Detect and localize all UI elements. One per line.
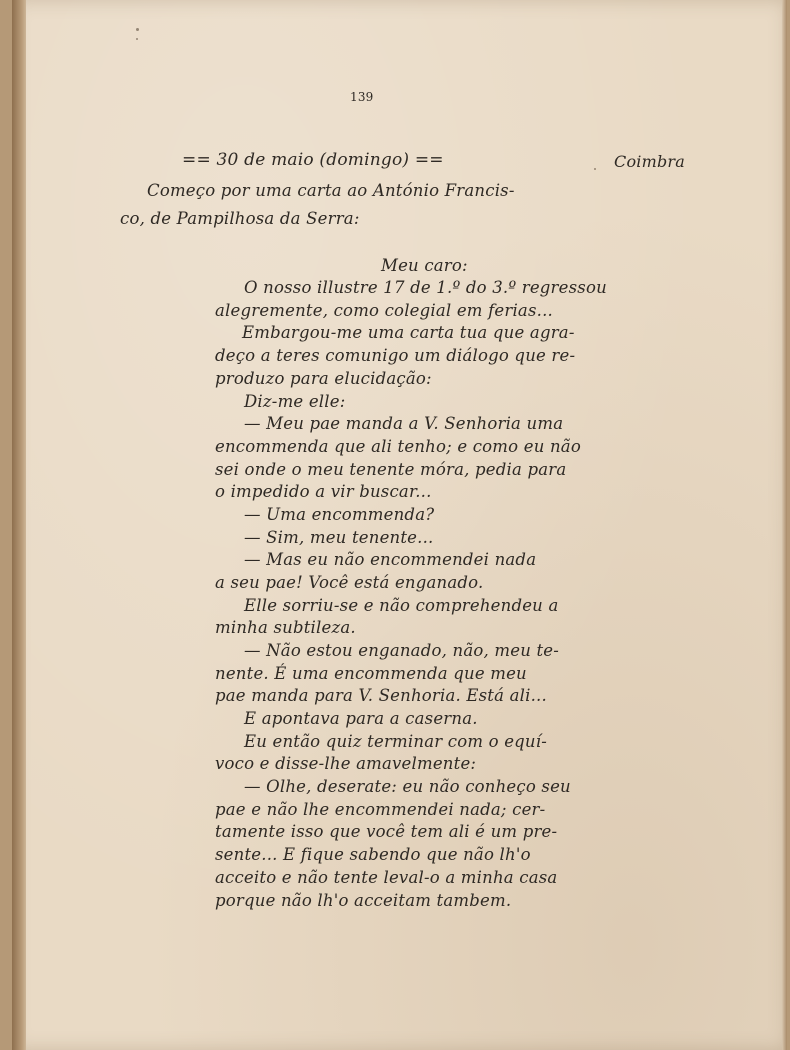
text-line: Embargou-me uma carta tua que agra- bbox=[242, 323, 575, 342]
entry-date-heading: == 30 de maio (domingo) == bbox=[182, 150, 444, 170]
text-line: deço a teres comunigo um diálogo que re- bbox=[215, 346, 576, 365]
text-line: Eu então quiz terminar com o equí- bbox=[244, 732, 548, 751]
text-line: acceito e não tente leval-o a minha casa bbox=[215, 868, 558, 887]
letter-salutation: Meu caro: bbox=[381, 256, 468, 275]
text-line: — Meu pae manda a V. Senhoria uma bbox=[244, 414, 564, 433]
ink-speck bbox=[594, 168, 596, 170]
text-line: — Mas eu não encommendei nada bbox=[244, 550, 537, 569]
page-right-edge bbox=[782, 0, 787, 1050]
text-line: pae manda para V. Senhoria. Está ali... bbox=[215, 686, 547, 705]
text-line: produzo para elucidação: bbox=[215, 369, 432, 388]
text-line: tamente isso que você tem ali é um pre- bbox=[215, 822, 558, 841]
text-line: Diz-me elle: bbox=[244, 392, 346, 411]
text-line: — Não estou enganado, não, meu te- bbox=[244, 641, 560, 660]
page-number: 139 bbox=[350, 90, 374, 104]
text-line: porque não lh'o acceitam tambem. bbox=[215, 891, 512, 910]
text-line: alegremente, como colegial em ferias... bbox=[215, 301, 553, 320]
text-line: sente... E fique sabendo que não lh'o bbox=[215, 845, 531, 864]
manuscript-page bbox=[12, 0, 787, 1050]
ink-speck bbox=[136, 28, 139, 31]
text-line: — Uma encommenda? bbox=[244, 505, 435, 524]
ink-speck bbox=[136, 38, 138, 40]
text-line: — Olhe, deserate: eu não conheço seu bbox=[244, 777, 571, 796]
text-line: Elle sorriu-se e não comprehendeu a bbox=[244, 596, 559, 615]
page-left-edge bbox=[12, 0, 26, 1050]
text-line: pae e não lhe encommendei nada; cer- bbox=[215, 800, 546, 819]
text-line: minha subtileza. bbox=[215, 618, 356, 637]
text-line: sei onde o meu tenente móra, pedia para bbox=[215, 460, 567, 479]
text-line: nente. É uma encommenda que meu bbox=[215, 664, 527, 683]
text-line: — Sim, meu tenente... bbox=[244, 528, 434, 547]
text-line: co, de Pampilhosa da Serra: bbox=[120, 209, 360, 228]
text-line: E apontava para a caserna. bbox=[244, 709, 478, 728]
text-line: voco e disse-lhe amavelmente: bbox=[215, 754, 477, 773]
text-line: o impedido a vir buscar... bbox=[215, 482, 432, 501]
text-line: Começo por uma carta ao António Francis- bbox=[147, 181, 515, 200]
text-line: O nosso illustre 17 de 1.º do 3.º regressou bbox=[244, 278, 607, 297]
text-line: encommenda que ali tenho; e como eu não bbox=[215, 437, 581, 456]
entry-place: Coimbra bbox=[614, 152, 685, 171]
text-line: a seu pae! Você está enganado. bbox=[215, 573, 484, 592]
